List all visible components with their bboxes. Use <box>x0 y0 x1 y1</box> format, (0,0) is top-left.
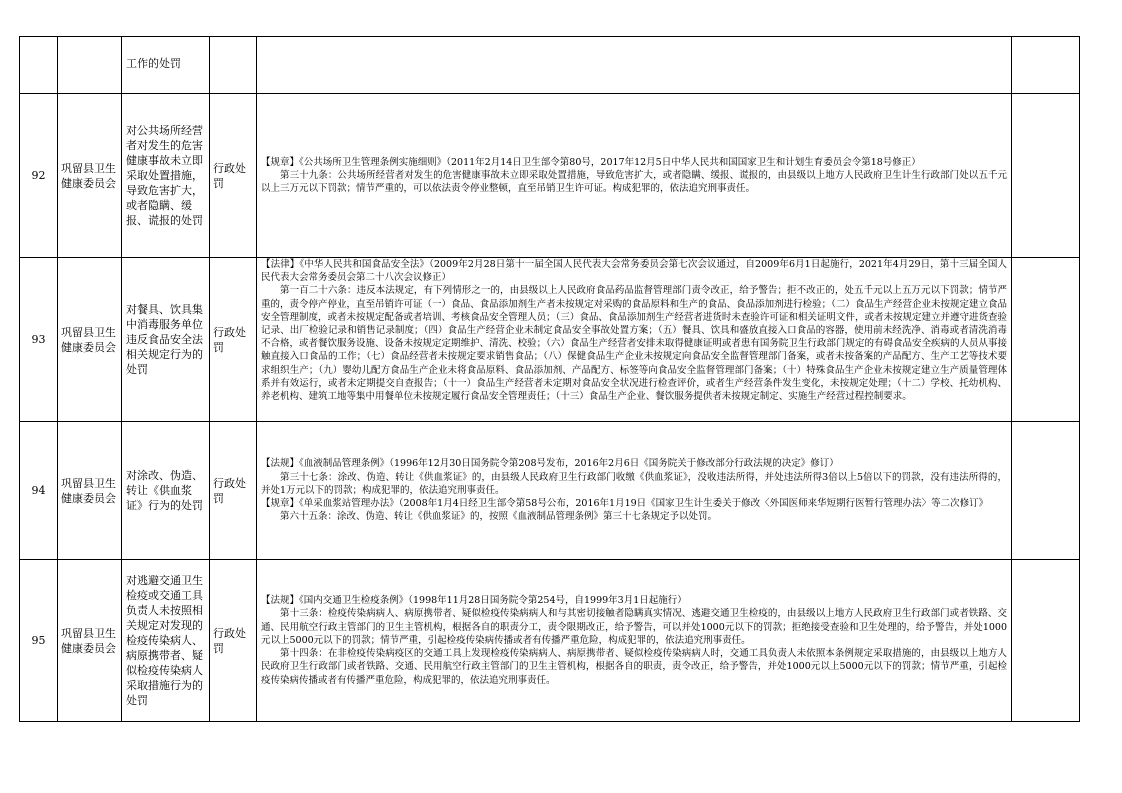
basis-article: 第十四条：在非检疫传染病疫区的交通工具上发现检疫传染病病人、病原携带者、疑似检疫传染病病人时，交通工具负责人未依照本条例规定采取措施的，由县级以上地方人民政府卫生行政部门或者铁路、交通、民用航空行政主管部门的卫生主管机构，根据各自的职责，责令改正，给予警告，并处1000元以上5000元以下的罚款；情节严重，引起检疫传染病传播或者有传播严重危险，构成犯罪的，依法追究刑事责任。 <box>261 648 1007 686</box>
department-cell: 巩留县卫生健康委员会 <box>58 422 122 560</box>
table-row <box>20 422 1080 560</box>
department-cell <box>58 37 122 94</box>
basis-article: 第十三条：检疫传染病病人、病原携带者、疑似检疫传染病病人和与其密切接触者隐瞒真实情况、逃避交通卫生检疫的，由县级以上地方人民政府卫生行政部门或者铁路、交通、民用航空行政主管部门的卫生主管机构，根据各自的职责分工，责令限期改正，给予警告，可以并处1000元以下的罚款；拒绝接受查验和卫生处理的，给予警告，并处1000元以上5000元以下的罚款；情节严重，引起检疫传染病传播或者有传播严重危险，构成犯罪的，依法追究刑事责任。 <box>261 608 1007 646</box>
table-row <box>20 258 1080 422</box>
basis-cell <box>257 422 1012 560</box>
row-number: 94 <box>20 422 58 560</box>
basis-article: 第三十七条：涂改、伪造、转让《供血浆证》的，由县级人民政府卫生行政部门收缴《供血浆证》，没收违法所得，并处违法所得3倍以上5倍以下的罚款，没有违法所得的，并处1万元以下的罚款；构成犯罪的，依法追究刑事责任。 <box>261 471 1007 496</box>
basis-cell <box>257 94 1012 258</box>
category-cell: 行政处罚 <box>210 258 257 422</box>
item-name-cell: 对公共场所经营者对发生的危害健康事故未立即采取处置措施，导致危害扩大，或者隐瞒、缓报、谎报的处罚 <box>122 94 210 258</box>
basis-source: 【规章】《公共场所卫生管理条例实施细则》（2011年2月14日卫生部令第80号，2017年12月5日中华人民共和国国家卫生和计划生育委员会令第18号修正） <box>261 156 921 168</box>
basis-cell <box>257 258 1012 422</box>
table-row <box>20 94 1080 258</box>
penalty-table <box>19 36 1080 722</box>
basis-source: 【法律】《中华人民共和国食品安全法》（2009年2月28日第十一届全国人民代表大会常务委员会第七次会议通过，自2009年6月1日起施行，2021年4月29日，第十三届全国人民代表大会常务委员会第二十八次会议修正） <box>261 259 1007 284</box>
item-name-cell: 对餐具、饮具集中消毒服务单位违反食品安全法相关规定行为的处罚 <box>122 258 210 422</box>
remark-cell <box>1012 560 1080 722</box>
category-cell: 行政处罚 <box>210 560 257 722</box>
remark-cell <box>1012 258 1080 422</box>
row-number: 95 <box>20 560 58 722</box>
remark-cell <box>1012 94 1080 258</box>
basis-source: 【法规】《国内交通卫生检疫条例》（1998年11月28日国务院令第254号，自1999年3月1日起施行） <box>261 595 687 607</box>
basis-cell <box>257 560 1012 722</box>
row-number: 92 <box>20 94 58 258</box>
row-number <box>20 37 58 94</box>
category-cell: 行政处罚 <box>210 422 257 560</box>
basis-source: 【法规】《血液制品管理条例》（1996年12月30日国务院令第208号发布，2016年2月6日《国务院关于修改部分行政法规的决定》修订） <box>261 458 839 470</box>
basis-article: 第三十九条：公共场所经营者对发生的危害健康事故未立即采取处置措施，导致危害扩大，或者隐瞒、缓报、谎报的，由县级以上地方人民政府卫生计生行政部门处以五千元以上三万元以下罚款；情节严重的，可以依法责令停业整顿，直至吊销卫生许可证。构成犯罪的，依法追究刑事责任。 <box>261 169 1007 195</box>
remark-cell <box>1012 422 1080 560</box>
category-cell <box>210 37 257 94</box>
category-cell: 行政处罚 <box>210 94 257 258</box>
basis-source: 【规章】《单采血浆站管理办法》（2008年1月4日经卫生部令第58号公布，2016年1月19日《国家卫生计生委关于修改〈外国医师来华短期行医暂行管理办法〉等二次修订》 <box>261 498 989 510</box>
item-name-text: 工作的处罚 <box>126 56 181 70</box>
row-number: 93 <box>20 258 58 422</box>
remark-cell <box>1012 37 1080 94</box>
department-cell: 巩留县卫生健康委员会 <box>58 560 122 722</box>
item-name-cell <box>122 37 210 94</box>
department-cell: 巩留县卫生健康委员会 <box>58 258 122 422</box>
basis-article: 第一百二十六条：违反本法规定，有下列情形之一的，由县级以上人民政府食品药品监督管理部门责令改正，给予警告；拒不改正的，处五千元以上五万元以下罚款；情节严重的，责令停产停业，直至吊销许可证（一）食品、食品添加剂生产者未按规定对采购的食品原料和生产的食品、食品添加剂进行检验；（二）食品生产经营企业未按规定建立食品安全管理制度，或者未按规定配备或者培训、考核食品安全管理人员；（三）食品、食品添加剂生产经营者进货时未查验许可证和相关证明文件，或者未按规定建立并遵守进货查验记录、出厂检验记录和销售记录制度；（四）食品生产经营企业未制定食品安全事故处置方案；（五）餐具、饮具和盛放直接入口食品的容器，使用前未经洗净、消毒或者清洗消毒不合格，或者餐饮服务设施、设备未按规定定期维护、清洗、校验；（六）食品生产经营者安排未取得健康证明或者患有国务院卫生行政部门规定的有碍食品安全疾病的人员从事接触直接入口食品的工作；（七）食品经营者未按规定要求销售食品；（八）保健食品生产企业未按规定向食品安全监督管理部门备案，或者未按备案的产品配方、生产工艺等技术要求组织生产；（九）婴幼儿配方食品生产企业未将食品原料、食品添加剂、产品配方、标签等向食品安全监督管理部门备案；（十）特殊食品生产企业未按规定建立生产质量管理体系并有效运行，或者未定期提交自查报告；（十一）食品生产经营者未定期对食品安全状况进行检查评价，或者生产经营条件发生变化，未按规定处理；（十二）学校、托幼机构、养老机构、建筑工地等集中用餐单位未按规定履行食品安全管理责任；（十三）食品生产企业、餐饮服务提供者未按规定制定、实施生产经营过程控制要求。 <box>261 285 1007 403</box>
basis-cell <box>257 37 1012 94</box>
department-cell: 巩留县卫生健康委员会 <box>58 94 122 258</box>
item-name-cell: 对逃避交通卫生检疫或交通工具负责人未按照相关规定对发现的检疫传染病人、病原携带者、疑似检疫传染病人采取措施行为的处罚 <box>122 560 210 722</box>
item-name-cell: 对涂改、伪造、转让《供血浆证》行为的处罚 <box>122 422 210 560</box>
table-row <box>20 560 1080 722</box>
basis-article: 第六十五条：涂改、伪造、转让《供血浆证》的，按照《血液制品管理条例》第三十七条规定予以处罚。 <box>280 511 718 523</box>
table-row <box>20 37 1080 94</box>
